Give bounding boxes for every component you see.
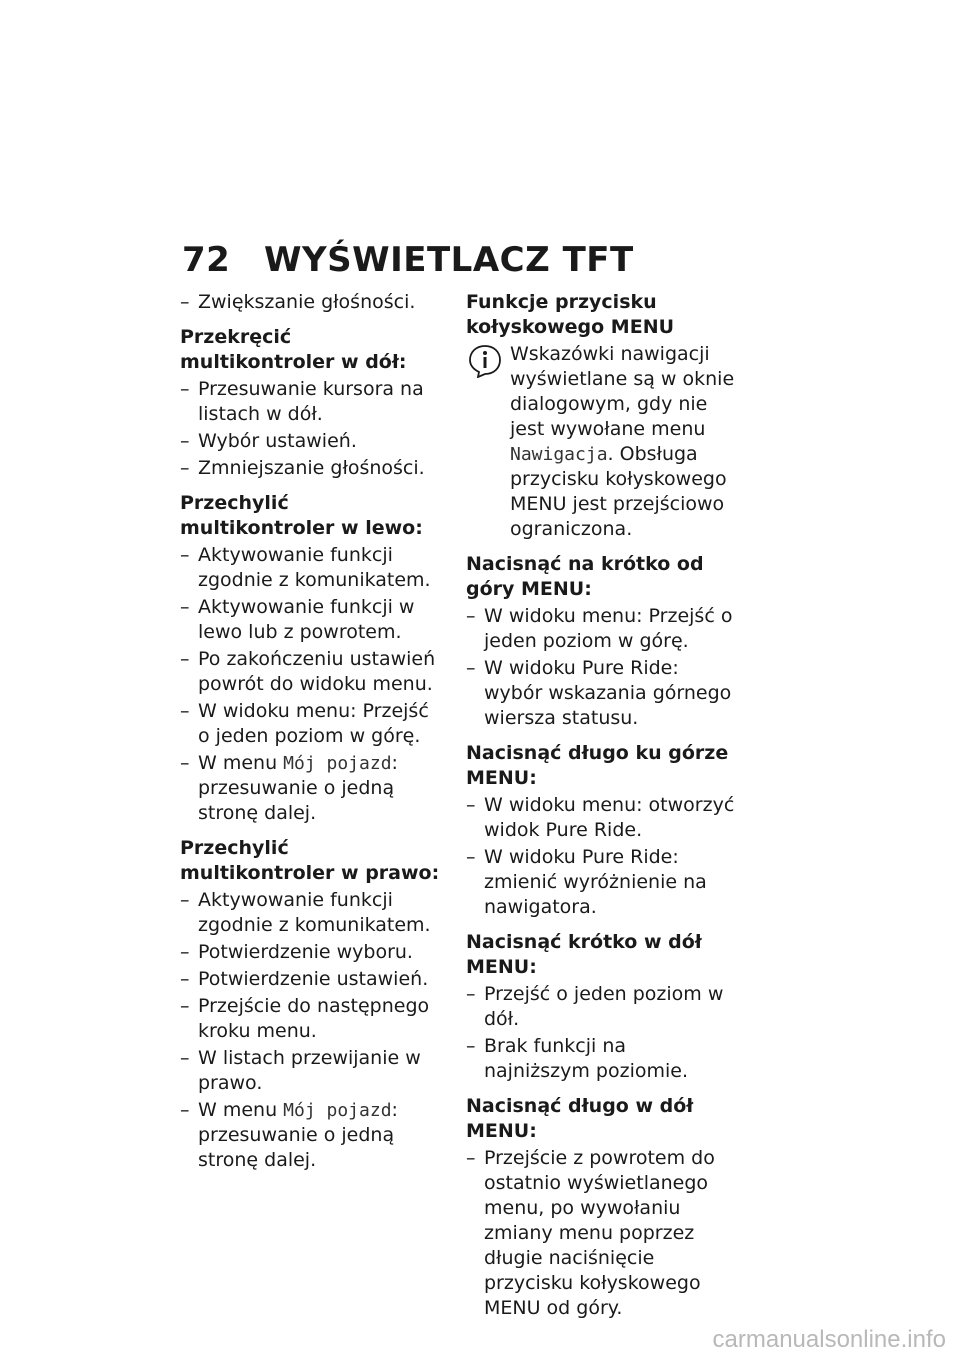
section-heading: Przechylić multikontroler w prawo: <box>180 837 440 884</box>
list-item: – W widoku menu: otworzyć widok Pure Ride. <box>466 793 736 843</box>
section-heading: Nacisnąć na krótko od góry MENU: <box>466 553 704 600</box>
list-item: – W listach przewijanie w prawo. <box>180 1046 442 1096</box>
list-item <box>180 1098 442 1173</box>
list-item: – W widoku Pure Ride: wybór wskazania górnego wiersza statusu. <box>466 656 736 731</box>
section-heading: Nacisnąć krótko w dół MENU: <box>466 931 702 978</box>
left-column <box>180 290 442 1175</box>
list-item: – Potwierdzenie ustawień. <box>180 967 442 992</box>
menu-name: Mój pojazd <box>283 753 392 774</box>
item-text: W menu <box>198 752 284 774</box>
list-item: – Potwierdzenie wyboru. <box>180 940 442 965</box>
page-number: 72 <box>182 240 231 280</box>
page-title: WYŚWIETLACZ TFT <box>264 240 634 280</box>
info-icon <box>468 344 502 378</box>
list-item: – W widoku menu: Przejść o jeden poziom w górę. <box>180 699 442 749</box>
list-item: – Wybór ustawień. <box>180 429 442 454</box>
list-item: – Aktywowanie funkcji zgodnie z komunikatem. <box>180 888 442 938</box>
section-heading: Funkcje przycisku kołyskowego MENU <box>466 291 675 338</box>
list-item: – W widoku Pure Ride: zmienić wyróżnienie na nawigatora. <box>466 845 736 920</box>
menu-name: Nawigacja <box>510 444 608 465</box>
item-text: : przesuwanie o jedną stronę dalej. <box>198 752 398 824</box>
item-text: : przesuwanie o jedną stronę dalej. <box>198 1099 398 1171</box>
list-item: – Przejście do następnego kroku menu. <box>180 994 442 1044</box>
section-heading: Nacisnąć długo w dół MENU: <box>466 1095 694 1142</box>
page-header <box>182 240 634 280</box>
section-heading: Przekręcić multikontroler w dół: <box>180 326 407 373</box>
note-text: Wskazówki nawigacji wyświetlane są w oknie dialogowym, gdy nie jest wywołane menu <box>510 343 735 440</box>
section-heading: Nacisnąć długo ku górze MENU: <box>466 742 729 789</box>
list-item: – Zmniejszanie głośności. <box>180 456 442 481</box>
right-column <box>466 290 736 1323</box>
list-item: – Przejście z powrotem do ostatnio wyświetlanego menu, po wywołaniu zmiany menu poprzez długie naciśnięcie przycisku kołyskowego MENU od góry. <box>466 1146 736 1321</box>
watermark: carmanualsonline.info <box>712 1326 946 1353</box>
list-item: – Zwiększanie głośności. <box>180 290 442 315</box>
list-item: – Aktywowanie funkcji zgodnie z komunikatem. <box>180 543 442 593</box>
info-note <box>466 342 736 542</box>
list-item <box>180 751 442 826</box>
list-item: – Aktywowanie funkcji w lewo lub z powrotem. <box>180 595 442 645</box>
list-item: – Po zakończeniu ustawień powrót do widoku menu. <box>180 647 442 697</box>
list-item: – W widoku menu: Przejść o jeden poziom w górę. <box>466 604 736 654</box>
section-heading: Przechylić multikontroler w lewo: <box>180 492 423 539</box>
list-item: – Brak funkcji na najniższym poziomie. <box>466 1034 736 1084</box>
list-item: – Przesuwanie kursora na listach w dół. <box>180 377 442 427</box>
menu-name: Mój pojazd <box>283 1100 392 1121</box>
list-item: – Przejść o jeden poziom w dół. <box>466 982 736 1032</box>
item-text: W menu <box>198 1099 284 1121</box>
note-text: . Obsługa przycisku kołyskowego MENU jest przejściowo ograniczona. <box>510 443 727 540</box>
